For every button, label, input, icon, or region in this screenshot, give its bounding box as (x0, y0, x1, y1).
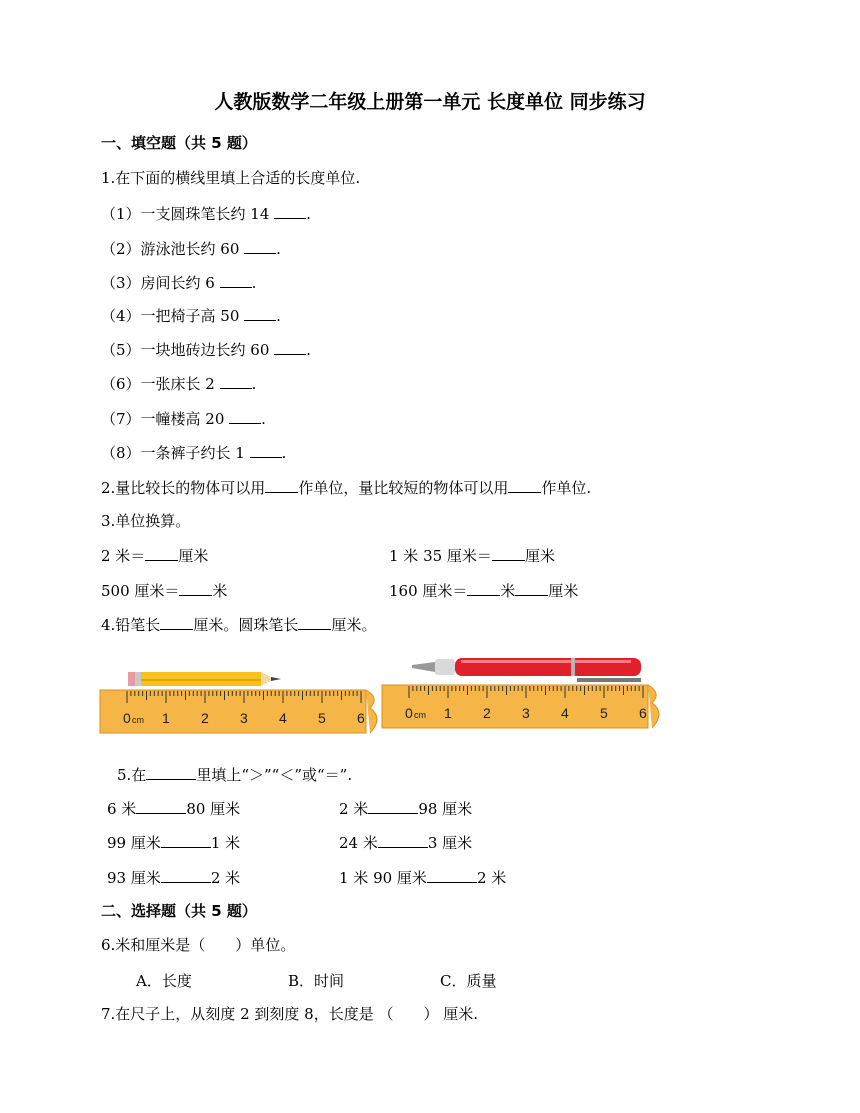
answer-blank (368, 798, 418, 814)
q6-option-b: B．时间 (288, 972, 345, 990)
q5-item: 99 厘米 1 米 (107, 834, 241, 852)
answer-blank (378, 832, 428, 848)
q3-item: 1 米 35 厘米＝ 厘米 (389, 547, 555, 565)
q3-item: 2 米＝ 厘米 (101, 547, 209, 565)
q6-option-a: A．长度 (136, 972, 192, 990)
answer-blank (265, 477, 298, 493)
answer-blank (492, 545, 525, 561)
ruler-label: 5 (318, 710, 326, 726)
ruler-label: 0 (405, 705, 413, 721)
answer-blank (179, 580, 212, 596)
pencil (128, 672, 281, 686)
q7-stem: 7.在尺子上，从刻度 2 到刻度 8，长度是 （ ） 厘米. (101, 1005, 479, 1023)
q5-item: 24 米 3 厘米 (339, 834, 473, 852)
q1-item: （5）一块地砖边长约 60 . (101, 341, 311, 359)
ruler-label: 6 (357, 710, 365, 726)
answer-blank (161, 832, 211, 848)
q6-option-c: C．质量 (440, 972, 497, 990)
q6-stem: 6.米和厘米是（ ）单位。 (101, 936, 296, 954)
ruler-unit-label: cm (414, 710, 426, 720)
answer-blank (145, 545, 178, 561)
ruler (382, 685, 659, 728)
answer-blank (250, 442, 282, 458)
section-choice-heading: 二、选择题（共 5 题） (101, 902, 257, 920)
answer-blank (229, 408, 261, 424)
answer-blank (161, 867, 211, 883)
answer-blank (160, 614, 193, 630)
ruler-label: 4 (561, 705, 569, 721)
q5-stem: 5.在 里填上“＞”“＜”或“＝”. (117, 766, 353, 784)
pen-ruler-illustration (381, 655, 664, 739)
q1-item: （1）一支圆珠笔长约 14 . (101, 205, 311, 223)
ruler-label: 2 (201, 710, 209, 726)
ruler-label: 2 (483, 705, 491, 721)
answer-blank (467, 580, 500, 596)
q5-item: 2 米 98 厘米 (339, 800, 473, 818)
ruler (100, 690, 377, 733)
answer-blank (298, 614, 331, 630)
answer-blank (244, 238, 276, 254)
q1-stem: 1.在下面的横线里填上合适的长度单位. (101, 169, 361, 187)
ruler-label: 4 (279, 710, 287, 726)
ruler-label: 6 (639, 705, 647, 721)
q3-item: 160 厘米＝ 米 厘米 (389, 582, 579, 600)
pencil-ruler-illustration (99, 660, 382, 744)
q5-item: 93 厘米 2 米 (107, 869, 241, 887)
q1-item: （8）一条裤子约长 1 . (101, 444, 287, 462)
ruler-label: 1 (444, 705, 452, 721)
q4: 4.铅笔长 厘米。圆珠笔长 厘米。 (101, 616, 377, 634)
answer-blank (220, 373, 252, 389)
q2: 2.量比较长的物体可以用 作单位，量比较短的物体可以用 作单位. (101, 479, 592, 497)
ruler-label: 3 (240, 710, 248, 726)
answer-blank (220, 272, 252, 288)
ruler-label: 3 (522, 705, 530, 721)
answer-blank (515, 580, 548, 596)
q3-item: 500 厘米＝ 米 (101, 582, 228, 600)
q5-item: 1 米 90 厘米 2 米 (339, 869, 507, 887)
ruler-unit-label: cm (132, 715, 144, 725)
q3-stem: 3.单位换算。 (101, 512, 191, 530)
q5-item: 6 米 80 厘米 (107, 800, 241, 818)
answer-blank (274, 339, 306, 355)
ruler-label: 1 (162, 710, 170, 726)
answer-blank (146, 764, 196, 780)
q1-item: （6）一张床长 2 . (101, 375, 257, 393)
ruler-label: 0 (123, 710, 131, 726)
page-title: 人教版数学二年级上册第一单元 长度单位 同步练习 (214, 91, 646, 113)
q1-item: （3）房间长约 6 . (101, 274, 257, 292)
pen (412, 658, 641, 682)
answer-blank (274, 203, 306, 219)
answer-blank (508, 477, 541, 493)
answer-blank (244, 305, 276, 321)
section-fill-blank-heading: 一、填空题（共 5 题） (101, 134, 257, 152)
answer-blank (427, 867, 477, 883)
q1-item: （2）游泳池长约 60 . (101, 240, 281, 258)
ruler-label: 5 (600, 705, 608, 721)
q1-item: （7）一幢楼高 20 . (101, 410, 266, 428)
answer-blank (136, 798, 186, 814)
q1-item: （4）一把椅子高 50 . (101, 307, 281, 325)
